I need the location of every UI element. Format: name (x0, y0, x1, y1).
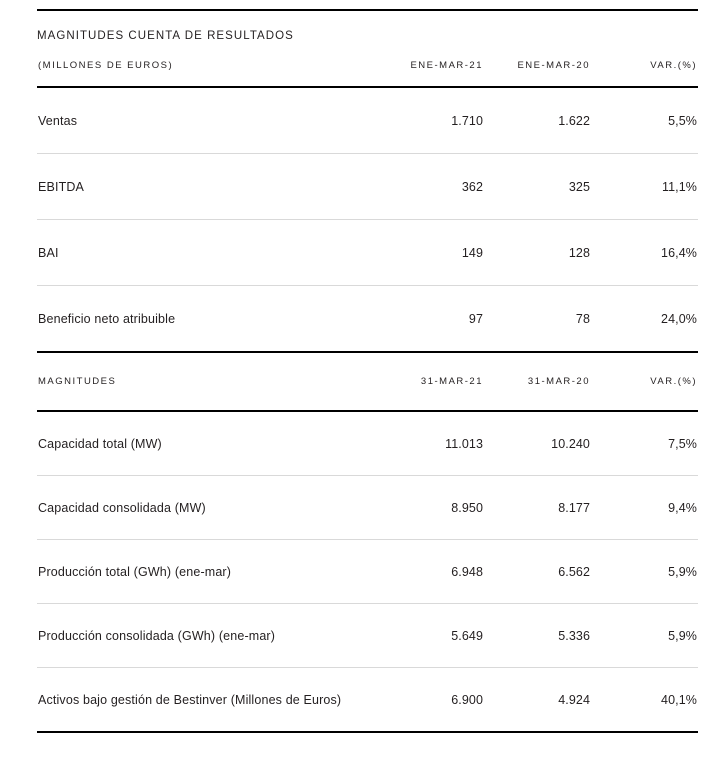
income-header-units: (MILLONES DE EUROS) (38, 59, 174, 71)
row-value-col2: 78 (575, 311, 590, 326)
row-value-col3: 5,5% (668, 113, 697, 128)
magnitudes-header-col3: VAR.(%) (650, 376, 697, 387)
row-label: Activos bajo gestión de Bestinver (Millones de Euros) (38, 692, 342, 707)
row-label: Producción consolidada (GWh) (ene-mar) (38, 628, 276, 643)
row-value-col3: 16,4% (661, 245, 697, 260)
income-header-col1: ENE-MAR-21 (410, 59, 483, 71)
row-value-col1: 97 (468, 311, 483, 326)
row-label: Capacidad total (MW) (38, 436, 162, 451)
income-header-col2: ENE-MAR-20 (517, 59, 590, 71)
magnitudes-body (37, 412, 698, 731)
row-value-col1: 5.649 (451, 628, 483, 643)
row-value-col1: 149 (461, 245, 483, 260)
row-value-col1: 362 (461, 179, 483, 194)
row-value-col1: 1.710 (451, 113, 483, 128)
row-label: Beneficio neto atribuible (38, 311, 176, 326)
table-row (37, 88, 698, 153)
row-label: Producción total (GWh) (ene-mar) (38, 564, 232, 579)
table-row (37, 668, 698, 731)
income-statement-body (37, 88, 698, 351)
row-value-col2: 128 (568, 245, 590, 260)
row-value-col3: 9,4% (668, 500, 697, 515)
table-row (37, 154, 698, 219)
magnitudes-header-col1: 31-MAR-21 (420, 376, 483, 387)
row-value-col2: 325 (568, 179, 590, 194)
row-label: Capacidad consolidada (MW) (38, 500, 206, 515)
table-row (37, 540, 698, 603)
row-value-col2: 5.336 (558, 628, 590, 643)
page-title: MAGNITUDES CUENTA DE RESULTADOS (37, 30, 294, 42)
table-row (37, 604, 698, 667)
magnitudes-header-label: MAGNITUDES (38, 376, 117, 387)
row-value-col2: 1.622 (558, 113, 590, 128)
income-statement-header-row (37, 44, 698, 86)
row-value-col1: 6.900 (451, 692, 483, 707)
row-value-col3: 24,0% (661, 311, 697, 326)
row-value-col1: 11.013 (445, 436, 483, 451)
title-block (37, 11, 698, 44)
row-value-col1: 8.950 (451, 500, 483, 515)
table-row (37, 286, 698, 351)
table-row (37, 220, 698, 285)
row-value-col3: 5,9% (668, 564, 697, 579)
row-value-col3: 5,9% (668, 628, 697, 643)
magnitudes-header-row (37, 353, 698, 410)
income-header-col3: VAR.(%) (650, 59, 697, 71)
row-label: EBITDA (38, 179, 85, 194)
magnitudes-table (37, 353, 698, 731)
row-value-col1: 6.948 (451, 564, 483, 579)
row-value-col2: 6.562 (558, 564, 590, 579)
row-label: Ventas (38, 113, 78, 128)
row-value-col3: 11,1% (661, 179, 697, 194)
row-value-col2: 4.924 (558, 692, 590, 707)
income-statement-table (37, 44, 698, 351)
magnitudes-header-col2: 31-MAR-20 (527, 376, 590, 387)
row-value-col3: 7,5% (668, 436, 697, 451)
row-value-col2: 10.240 (551, 436, 590, 451)
table-row (37, 412, 698, 475)
table-row (37, 476, 698, 539)
row-value-col3: 40,1% (661, 692, 697, 707)
bottom-border-rule (37, 731, 698, 733)
row-label: BAI (38, 245, 59, 260)
report-sheet (37, 9, 698, 733)
row-value-col2: 8.177 (558, 500, 590, 515)
